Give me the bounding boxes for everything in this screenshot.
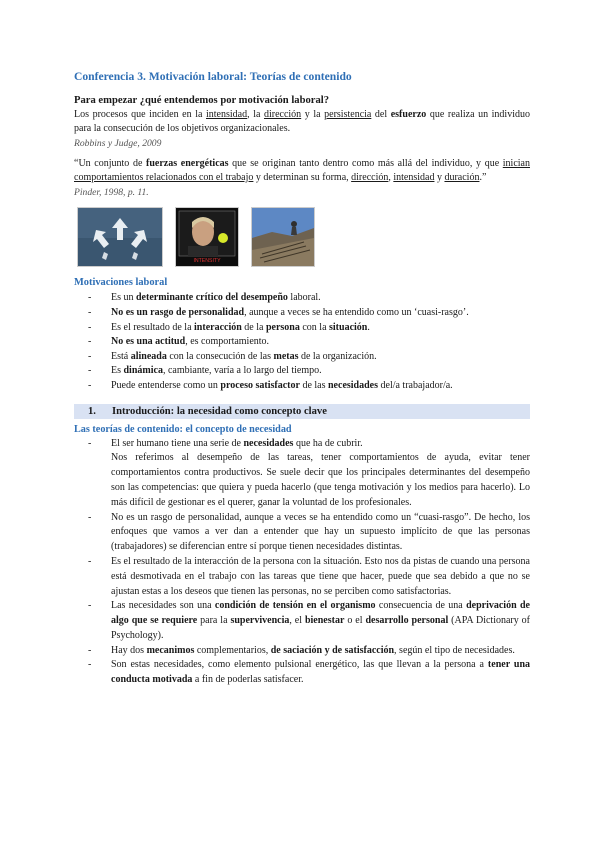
list-item: - No es un rasgo de personalidad, aunque a veces se ha entendido como un ‘cuasi-rasgo’. <box>88 306 469 318</box>
motivaciones-list <box>74 291 530 393</box>
definition-pinder: “Un conjunto de fuerzas energéticas que se originan tanto dentro como más allá del individuo, y que inician comportamientos relacionados con el trabajo y determinan su forma, dirección, intensidad y duración.” <box>74 158 530 183</box>
list-item: - No es una actitud, es comportamiento. <box>88 336 270 348</box>
page-title: Conferencia 3. Motivación laboral: Teorías de contenido <box>74 70 352 83</box>
list-item: - El ser humano tiene una serie de necesidades que ha de cubrir. Nos referimos al desempeño de las tareas, tener comportamientos de ayuda, evitar tener comportamientos contra productivos. Se suele decir que los principales determinantes del desempeño son las competencias: que quiera y pueda hacerlo (que tenga motivación y los medios para hacerlo). Lo más difícil de gestionar es el querer, ganar la voluntad de los profesionales. <box>88 437 530 508</box>
section-1-subheading: Las teorías de contenido: el concepto de necesidad <box>74 423 292 435</box>
landscape-image <box>251 207 315 267</box>
intensity-caption: INTENSITY <box>193 258 221 265</box>
arrows-image <box>77 207 163 267</box>
list-item: - Es dinámica, cambiante, varía a lo largo del tiempo. <box>88 365 322 377</box>
motivaciones-heading: Motivaciones laboral <box>74 277 168 289</box>
section-1-heading: 1. Introducción: la necesidad como concepto clave <box>74 404 530 419</box>
list-item: - Está alineada con la consecución de las metas de la organización. <box>88 350 377 362</box>
intro-question: Para empezar ¿qué entendemos por motivación laboral? <box>74 95 330 106</box>
list-item: - No es un rasgo de personalidad, aunque a veces se ha entendido como un “cuasi-rasgo”. De hecho, los enfoques que vamos a ver dan a entender que hay un supuesto implícito de que las personas (trabajadores) se diferencian entre sí porque tienen necesidades distintas. <box>88 511 530 553</box>
citation-robbins: Robbins y Judge, 2009 <box>74 138 162 150</box>
list-item: - Es el resultado de la interacción de la persona con la situación. <box>88 321 370 333</box>
list-item: - Es un determinante crítico del desempeño laboral. <box>88 292 321 304</box>
definition-robbins: Los procesos que inciden en la intensidad, la dirección y la persistencia del esfuerzo que realiza un individuo para la consecución de los objetivos organizacionales. <box>74 109 530 134</box>
list-item: - Son estas necesidades, como elemento pulsional energético, las que llevan a la persona a tener una conducta motivada a fin de poderlas satisfacer. <box>88 659 530 686</box>
document-page <box>74 70 530 688</box>
list-item: - Puede entenderse como un proceso satisfactor de las necesidades del/a trabajador/a. <box>88 379 453 391</box>
list-item: - Es el resultado de la interacción de la persona con la situación. Esto nos da pistas de cuando una persona está desmotivada en el trabajo con las tareas que tiene que hacer, puede que sea debido a que no se ajustan estas a los deseos que tienen las personas, no se perciben como satisfactorias. <box>88 555 530 597</box>
list-item: - Hay dos mecanimos complementarios, de saciación y de satisfacción, según el tipo de necesidades. <box>88 644 515 656</box>
intensity-image <box>175 207 239 267</box>
list-item: - Las necesidades son una condición de tensión en el organismo consecuencia de una deprivación de algo que se requiere para la supervivencia, el bienestar o el desarrollo personal (APA Dictionary of Psychology). <box>88 600 531 641</box>
image-strip <box>77 207 530 265</box>
citation-pinder: Pinder, 1998, p. 11. <box>74 187 149 199</box>
necesidad-list <box>74 437 530 689</box>
